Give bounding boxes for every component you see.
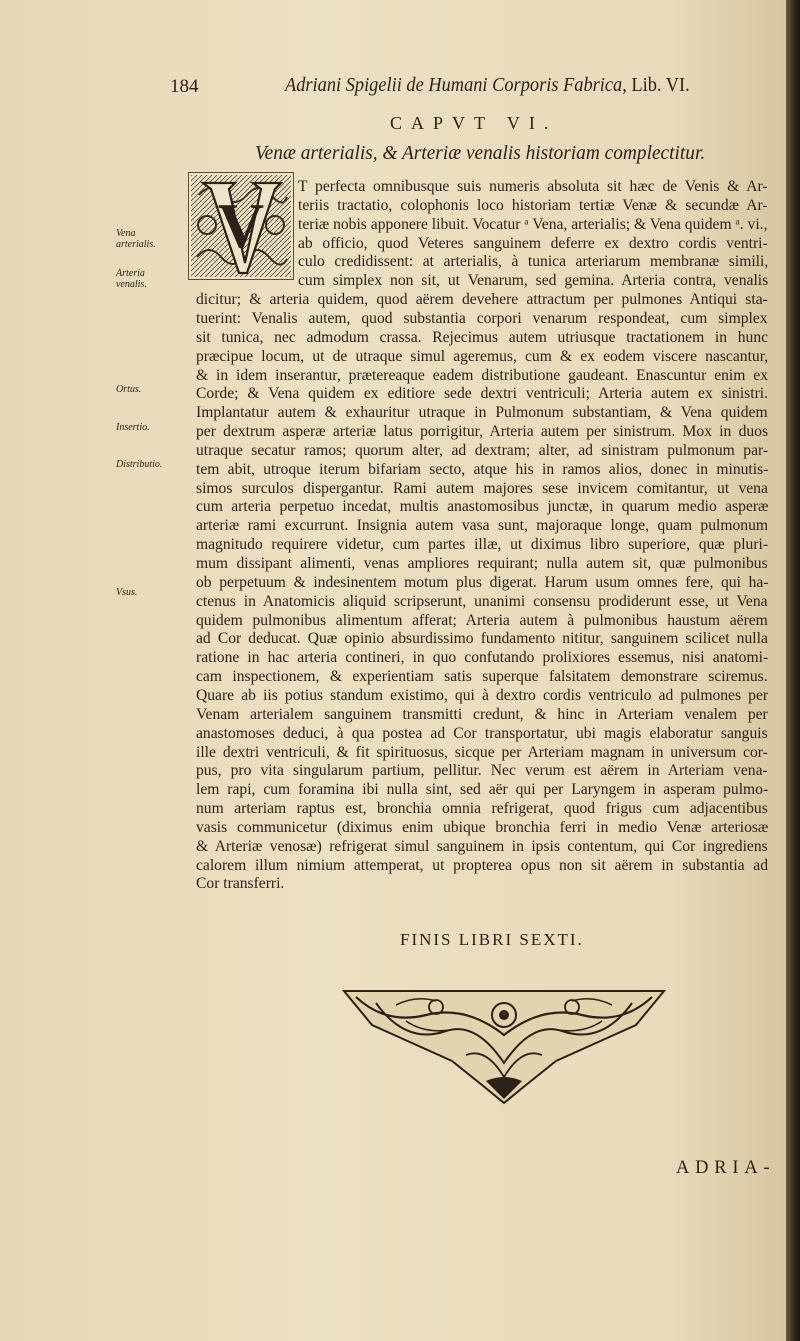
page-number: 184 bbox=[170, 76, 199, 97]
text-line: mum dissipant alimenti, venas ampliores requirant; nulla autem sit, quæ pulmonibus bbox=[196, 555, 768, 572]
text-line: ratione in hac arteria contineri, in quo confutando prolixiores essemus, nisi anatomi- bbox=[196, 649, 769, 667]
decorated-initial-ornament bbox=[189, 173, 293, 279]
text-line: quidem pulmonibus alimentum afferat; Arteria autem à pulmonibus haustum aërem bbox=[196, 611, 768, 629]
text-line: vasis communicetur (diximus enim ubique bronchia ferri in medio Venæ arteriosæ bbox=[196, 818, 769, 836]
catchword: ADRIA- bbox=[676, 1157, 776, 1178]
initial-letter: V bbox=[217, 190, 265, 261]
margin-note: Ortus. bbox=[116, 384, 142, 395]
running-title bbox=[285, 74, 690, 97]
text-line: lem rapi, cum foramina ibi nulla sint, sed aër qui per Laryngem in asperam pulmo- bbox=[196, 781, 769, 799]
text-line: tem abit, utroque iterum bifariam secto, atque his in ramos alios, donec in minutis- bbox=[196, 460, 769, 478]
tailpiece-ornament bbox=[336, 985, 672, 1107]
margin-note: Vena arterialis. bbox=[116, 228, 156, 250]
text-line: præcipue locum, ut de utraque simul ageremus, cum & ex eodem viscere nascantur, bbox=[196, 347, 769, 365]
margin-note: Distributio. bbox=[116, 459, 163, 470]
text-line: culo credidissent: at arterialis, à tunica arteriarum membranæ simili, bbox=[298, 253, 769, 271]
text-line: Venam arterialem sanguinem transmitti credunt, & hinc in Arteriam venalem per bbox=[196, 705, 768, 723]
text-line: magnitudo requirere videtur, cum partes illæ, ut diximus libro superiore, quæ pluri- bbox=[196, 536, 769, 554]
text-line: cam inspectionem, & experientiam satis superque falsitatem demonstrare sciremus. bbox=[196, 668, 768, 686]
decorated-initial bbox=[188, 172, 294, 280]
text-line: cum arteria perpetuo incedat, multis anastomosibus junctæ, in quarum medio asperæ bbox=[196, 498, 769, 516]
running-title-text: Adriani Spigelii de Humani Corporis Fabrica, bbox=[285, 74, 627, 96]
text-line: & Arteriæ venosæ) refrigerat simul sanguinem in ipsis contentum, qui Cor ingrediens bbox=[196, 837, 768, 855]
text-line: cum simplex non sit, ut Venarum, sed gemina. Arteria contra, venalis bbox=[298, 272, 769, 290]
chapter-subtitle: Venæ arterialis, & Arteriæ venalis historiam complectitur. bbox=[255, 142, 706, 164]
running-head bbox=[170, 70, 690, 100]
text-line: anastomoses deduci, à qua postea ad Cor transportatur, ubi magis elaboratur sanguis bbox=[196, 724, 768, 742]
text-line: teriis tractatio, colophonis loco historiam tertiæ Venæ & secundæ Ar- bbox=[298, 196, 768, 214]
text-line: ille dextri ventriculi, & fit spirituosus, sicque per Arteriam magnam in universum cor- bbox=[196, 743, 768, 761]
text-line: ctenus in Anatomicis aliquid scripserunt, unanimi consensu prodiderunt esse, ut Vena bbox=[196, 592, 768, 610]
text-line: Cor transferri. bbox=[196, 875, 285, 893]
margin-note: Insertio. bbox=[116, 422, 150, 433]
text-line: ad Cor deducat. Quæ opinio absurdissimo fundamento nititur, sanguinem scilicet nulla bbox=[196, 630, 768, 648]
text-line: T perfecta omnibusque suis numeris absoluta sit hæc de Venis & Ar- bbox=[298, 178, 768, 195]
chapter-heading: CAPVT VI. bbox=[390, 113, 558, 133]
text-line: pus, pro vita singularum partium, pellitur. Nec verum est aërem in Arteriam vena- bbox=[196, 762, 768, 780]
text-line: tuerint: Venalis autem, quod substantia corpori venarum respondeat, cum simplex bbox=[196, 309, 768, 327]
text-line: & in idem inserantur, prætereaque eadem distributione gaudeant. Enascuntur enim ex bbox=[196, 366, 768, 384]
text-line: ab officio, quod Veteres sanguinem deferre ex dextro cordis ventri- bbox=[298, 234, 768, 252]
book-number: Lib. VI. bbox=[631, 74, 690, 96]
text-line: Corde; & Vena quidem ex editiore sede dextri ventriculi; Arteria autem ex sinistri. bbox=[196, 385, 768, 403]
text-line: num arteriam raptus est, bronchia omnia refrigerat, quod frigus cum adjacentibus bbox=[196, 800, 768, 818]
text-line: ob perpetuum & indesinentem motum plus digerat. Harum usum omnes fere, qui ha- bbox=[196, 573, 769, 591]
text-line: Implantatur autem & exhauritur utraque in Pulmonum substantiam, & Vena quidem bbox=[196, 404, 768, 422]
book-gutter bbox=[786, 0, 800, 1341]
text-line: simos surculos dispergantur. Rami autem majores sese invicem comitantur, ut vena bbox=[196, 479, 768, 497]
margin-note: Arteria venalis. bbox=[116, 268, 147, 290]
text-line: sit tunica, nec admodum crassa. Rejecimus autem utriusque tractationem in hunc bbox=[196, 328, 769, 346]
text-line: per dextrum asperæ arteriæ latus porrigitur, Arteria autem per sinistrum. Mox in duos bbox=[196, 423, 769, 441]
text-line: arteriæ rami excurrunt. Insignia autem vasa sunt, majoraque longe, quam pulmonum bbox=[196, 517, 769, 535]
text-line: teriæ nobis apponere libuit. Vocatur ᵃ Vena, arterialis; & Vena quidem ᵃ. vi., bbox=[298, 215, 768, 233]
text-line: Quare ab iis potius standum existimo, qui à dextro cordis ventriculo ad pulmones per bbox=[196, 686, 769, 704]
text-line: calorem illum nimium attemperat, ut propterea opus non sit aërem in substantia ad bbox=[196, 856, 769, 874]
finis-libri: FINIS LIBRI SEXTI. bbox=[400, 930, 584, 949]
text-line: dicitur; & arteria quidem, quod aërem devehere attractum per pulmones Antiqui sta- bbox=[196, 291, 768, 309]
text-line: utraque secatur ramos; quorum alter, ad dextram; alter, ad sinistram pulmonum par- bbox=[196, 441, 769, 459]
margin-note: Vsus. bbox=[116, 587, 138, 598]
